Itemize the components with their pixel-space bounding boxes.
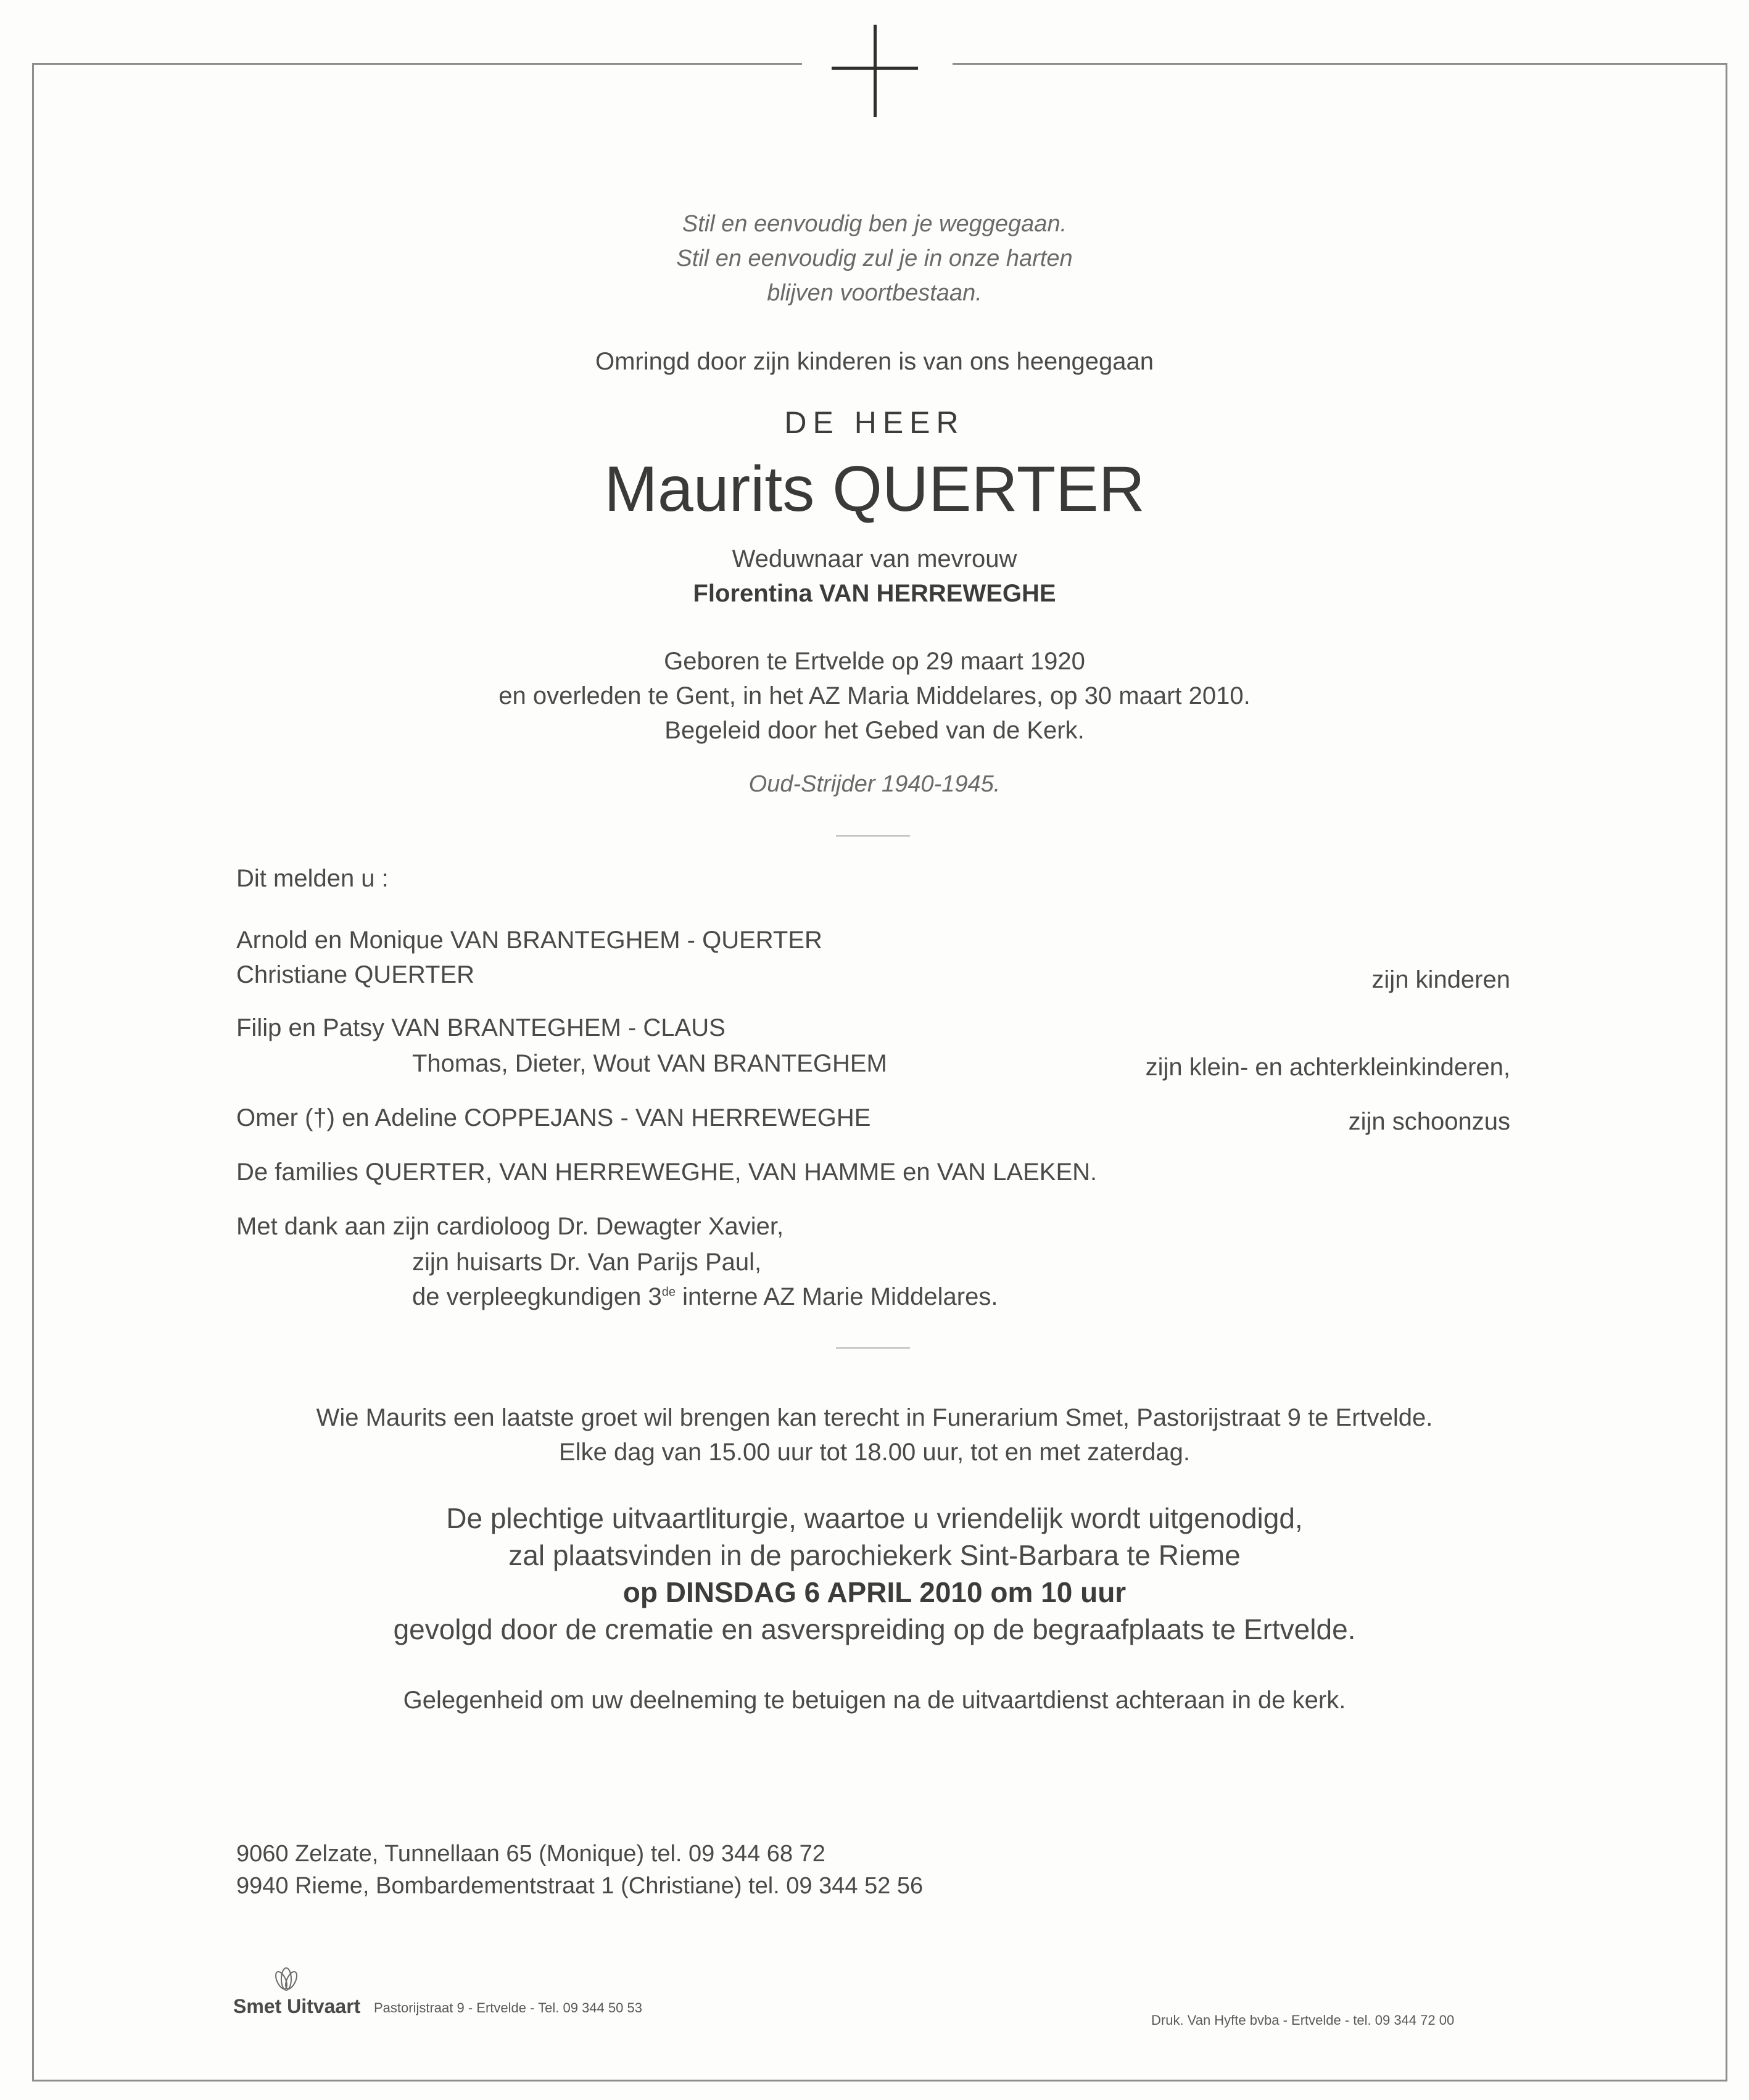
divider-1 (836, 835, 910, 837)
grandchildren-role: zijn klein- en achterkleinkinderen, (1145, 1054, 1510, 1081)
logo-address: Pastorijstraat 9 - Ertvelde - Tel. 09 344 50 53 (374, 2000, 642, 2015)
border-top-left (32, 63, 802, 65)
printer-credit: Druk. Van Hyfte bvba - Ertvelde - tel. 09 344 72 00 (1151, 2012, 1455, 2028)
inlaw-role: zijn schoonzus (1348, 1108, 1510, 1135)
thanks-line-1: Met dank aan zijn cardioloog Dr. Dewagter Xavier, (236, 1213, 784, 1240)
funeral-line-1: De plechtige uitvaartliturgie, waartoe u vriendelijk wordt uitgenodigd, (446, 1502, 1303, 1534)
logo-name: Smet Uitvaart (233, 1995, 361, 2017)
funeral-line-2: zal plaatsvinden in de parochiekerk Sint-Barbara te Rieme (508, 1539, 1241, 1571)
announce-text: Dit melden u : (236, 865, 389, 892)
funeral-date: op DINSDAG 6 APRIL 2010 om 10 uur (622, 1576, 1127, 1608)
border-top-right (953, 63, 1727, 65)
grandchildren-line-2: Thomas, Dieter, Wout VAN BRANTEGHEM (412, 1050, 887, 1077)
birth-line: Geboren te Ertvelde op 29 maart 1920 (664, 648, 1085, 675)
cross-icon (832, 25, 918, 117)
children-role: zijn kinderen (1371, 966, 1510, 993)
death-line: en overleden te Gent, in het AZ Maria Middelares, op 30 maart 2010. (498, 682, 1251, 709)
honorific: DE HEER (784, 405, 965, 440)
grandchildren-line-1: Filip en Patsy VAN BRANTEGHEM - CLAUS (236, 1014, 726, 1041)
church-line: Begeleid door het Gebed van de Kerk. (664, 717, 1085, 744)
poem-line-3: blijven voortbestaan. (767, 280, 982, 306)
children-line-1: Arnold en Monique VAN BRANTEGHEM - QUERTER (236, 927, 822, 954)
widower-text: Weduwnaar van mevrouw (732, 545, 1017, 573)
divider-2 (836, 1347, 910, 1349)
funeral-line-3: gevolgd door de crematie en asverspreiding op de begraafplaats te Ertvelde. (393, 1613, 1356, 1645)
visit-line-2: Elke dag van 15.00 uur tot 18.00 uur, tot en met zaterdag. (559, 1439, 1190, 1466)
address-line-1: 9060 Zelzate, Tunnellaan 65 (Monique) tel. 09 344 68 72 (236, 1841, 825, 1867)
veteran-line: Oud-Strijder 1940-1945. (748, 771, 1001, 797)
inlaw-line: Omer (†) en Adeline COPPEJANS - VAN HERREWEGHE (236, 1104, 871, 1131)
lotus-logo-icon (271, 1966, 301, 1993)
thanks-line-2: zijn huisarts Dr. Van Parijs Paul, (412, 1249, 762, 1276)
families-line: De families QUERTER, VAN HERREWEGHE, VAN HAMME en VAN LAEKEN. (236, 1159, 1098, 1186)
poem-line-2: Stil en eenvoudig zul je in onze harten (676, 246, 1073, 271)
spouse-name: Florentina VAN HERREWEGHE (693, 580, 1056, 607)
border-bottom (32, 2080, 1727, 2081)
address-line-2: 9940 Rieme, Bombardementstraat 1 (Christiane) tel. 09 344 52 56 (236, 1873, 924, 1899)
deceased-name: Maurits QUERTER (604, 453, 1145, 525)
visit-line-1: Wie Maurits een laatste groet wil brengen kan terecht in Funerarium Smet, Pastorijstraat 9 te Ertvelde. (316, 1404, 1433, 1431)
thanks-line-3: de verpleegkundigen 3de interne AZ Marie Middelares. (412, 1283, 998, 1310)
poem-line-1: Stil en eenvoudig ben je weggegaan. (682, 211, 1067, 237)
intro-text: Omringd door zijn kinderen is van ons heengegaan (595, 348, 1154, 375)
condolence-line: Gelegenheid om uw deelneming te betuigen na de uitvaartdienst achteraan in de kerk. (403, 1687, 1346, 1714)
children-line-2: Christiane QUERTER (236, 961, 475, 988)
